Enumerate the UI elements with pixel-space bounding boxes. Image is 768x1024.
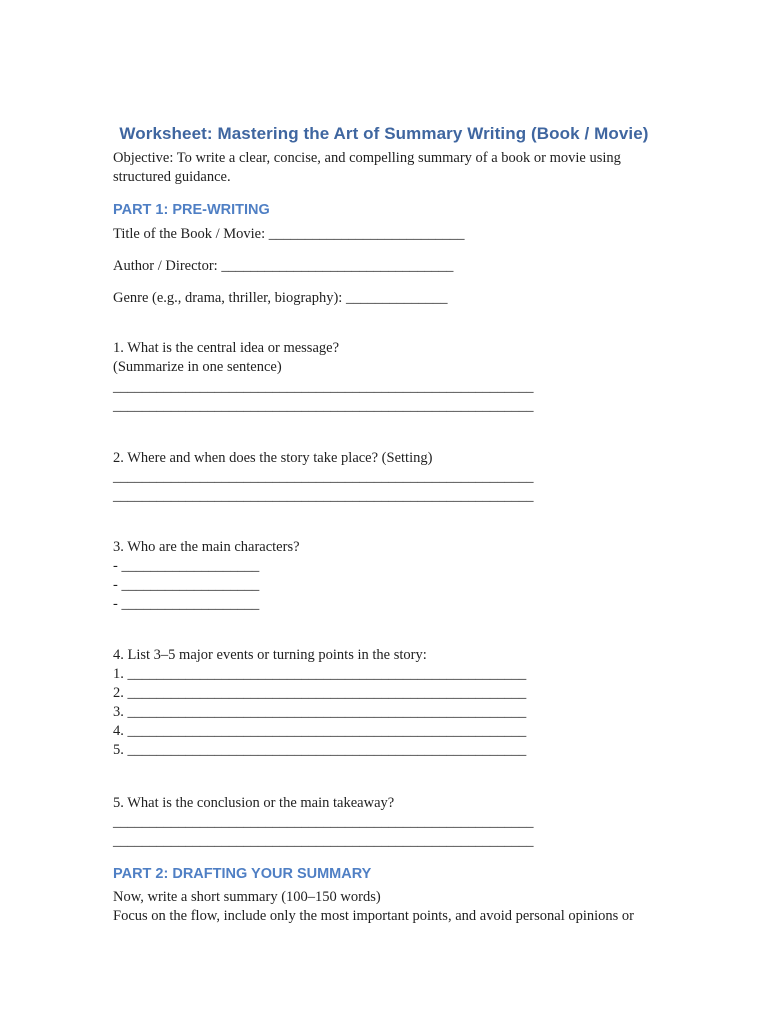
- q3-item: - ___________________: [113, 558, 260, 574]
- q2-blank-2: __________________________________________________________: [113, 488, 534, 504]
- q4-item: 4. _______________________________________________________: [113, 723, 527, 739]
- q5-blank-2: __________________________________________________________: [113, 833, 534, 849]
- q5-question: 5. What is the conclusion or the main takeaway?: [113, 795, 395, 811]
- q1-question: 1. What is the central idea or message?: [113, 340, 340, 356]
- part2-line-1: Now, write a short summary (100–150 words): [113, 889, 381, 905]
- q1-blank-1: __________________________________________________________: [113, 379, 534, 395]
- q4-item: 2. _______________________________________________________: [113, 685, 527, 701]
- part1-heading: PART 1: PRE-WRITING: [113, 202, 270, 218]
- author-field: Author / Director: ________________________________: [113, 258, 454, 274]
- q3-item: - ___________________: [113, 596, 260, 612]
- q3-question: 3. Who are the main characters?: [113, 539, 300, 555]
- q1-hint: (Summarize in one sentence): [113, 359, 282, 375]
- q3-item: - ___________________: [113, 577, 260, 593]
- q4-item: 5. _______________________________________________________: [113, 742, 527, 758]
- title-field: Title of the Book / Movie: ___________________________: [113, 226, 465, 242]
- q2-question: 2. Where and when does the story take place? (Setting): [113, 450, 433, 466]
- q4-item: 1. _______________________________________________________: [113, 666, 527, 682]
- objective-line-2: structured guidance.: [113, 169, 231, 185]
- objective-line-1: Objective: To write a clear, concise, and compelling summary of a book or movie using: [113, 150, 621, 166]
- q1-blank-2: __________________________________________________________: [113, 398, 534, 414]
- q2-blank-1: __________________________________________________________: [113, 469, 534, 485]
- q4-question: 4. List 3–5 major events or turning points in the story:: [113, 647, 427, 663]
- part2-line-2: Focus on the flow, include only the most important points, and avoid personal opinions or: [113, 908, 634, 924]
- q4-item: 3. _______________________________________________________: [113, 704, 527, 720]
- q5-blank-1: __________________________________________________________: [113, 814, 534, 830]
- page-title: Worksheet: Mastering the Art of Summary Writing (Book / Movie): [119, 124, 649, 143]
- genre-field: Genre (e.g., drama, thriller, biography): ______________: [113, 290, 448, 306]
- part2-heading: PART 2: DRAFTING YOUR SUMMARY: [113, 866, 372, 882]
